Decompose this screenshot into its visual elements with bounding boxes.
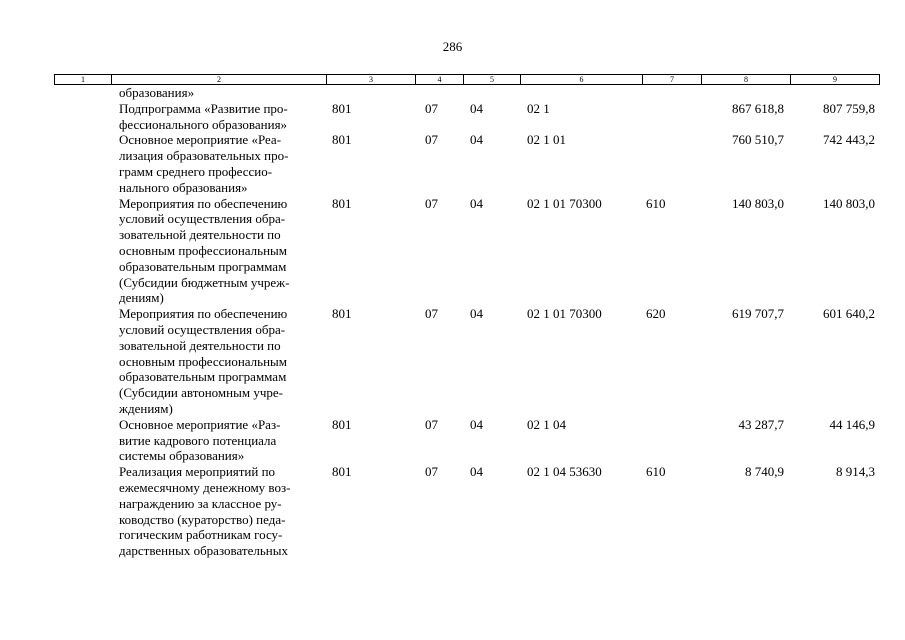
row-target: 02 1 xyxy=(527,100,550,116)
row-amount-1: 140 803,0 xyxy=(732,195,784,211)
column-header-4: 4 xyxy=(416,75,464,84)
row-type xyxy=(642,417,701,464)
column-header-8: 8 xyxy=(702,75,791,84)
row-section: 07 xyxy=(425,306,438,322)
row-target: 02 1 04 53630 xyxy=(527,464,602,480)
row-type: 620 xyxy=(646,306,666,322)
column-header-3: 3 xyxy=(327,75,416,84)
row-section: 07 xyxy=(425,195,438,211)
row-amount-2: 8 914,3 xyxy=(836,464,875,480)
row-amount-1: 619 707,7 xyxy=(732,306,784,322)
row-target xyxy=(520,85,642,101)
row-target: 02 1 01 xyxy=(527,132,566,148)
row-amount-2: 601 640,2 xyxy=(823,306,875,322)
row-subsection xyxy=(463,85,520,101)
table-row xyxy=(54,196,880,307)
table-row xyxy=(54,417,880,464)
row-name: Подпрограмма «Развитие про- фессионального образования» xyxy=(119,100,288,132)
row-target: 02 1 04 xyxy=(527,416,566,432)
row-subsection: 04 xyxy=(470,306,483,322)
table-row xyxy=(54,101,880,133)
row-subsection: 04 xyxy=(470,416,483,432)
row-amount-1 xyxy=(701,85,790,101)
column-header-1: 1 xyxy=(55,75,112,84)
row-code: 801 xyxy=(332,306,352,322)
row-code: 801 xyxy=(332,195,352,211)
row-amount-2: 140 803,0 xyxy=(823,195,875,211)
row-name: Основное мероприятие «Раз- витие кадрового потенциала системы образования» xyxy=(119,416,281,464)
row-type xyxy=(642,101,701,133)
row-type: 610 xyxy=(646,464,666,480)
row-section xyxy=(415,85,463,101)
column-header-2: 2 xyxy=(112,75,327,84)
row-code xyxy=(326,85,415,101)
row-subsection: 04 xyxy=(470,132,483,148)
row-target: 02 1 01 70300 xyxy=(527,306,602,322)
row-name: Реализация мероприятий по ежемесячному денежному воз- награждению за классное ру- ководство (кураторство) педа- гогическим работникам госу- дарственных образовательных xyxy=(119,464,291,559)
row-type xyxy=(642,85,701,101)
column-header-9: 9 xyxy=(833,75,837,84)
row-section: 07 xyxy=(425,132,438,148)
row-target: 02 1 01 70300 xyxy=(527,195,602,211)
row-subsection: 04 xyxy=(470,100,483,116)
row-section: 07 xyxy=(425,100,438,116)
table-header xyxy=(54,74,880,85)
row-subsection: 04 xyxy=(470,464,483,480)
row-type xyxy=(642,132,701,195)
table-row xyxy=(54,306,880,417)
row-name: Основное мероприятие «Реа- лизация образовательных про- грамм среднего профессио- нального образования» xyxy=(119,132,289,195)
column-header-6: 6 xyxy=(521,75,643,84)
row-section: 07 xyxy=(425,464,438,480)
table-row xyxy=(54,85,880,101)
row-amount-1: 867 618,8 xyxy=(732,100,784,116)
row-name: образования» xyxy=(119,85,195,100)
row-amount-2: 44 146,9 xyxy=(829,416,875,432)
row-amount-2: 807 759,8 xyxy=(823,100,875,116)
page-number: 286 xyxy=(442,39,463,54)
row-section: 07 xyxy=(425,416,438,432)
table-row xyxy=(54,132,880,195)
row-amount-2: 742 443,2 xyxy=(823,132,875,148)
row-amount-1: 43 287,7 xyxy=(738,416,784,432)
row-name: Мероприятия по обеспечению условий осуществления обра- зовательной деятельности по основным профессиональным образовательным программам (Субсидии автономным учре- ждениям) xyxy=(119,306,288,416)
column-header-5: 5 xyxy=(464,75,521,84)
table-row xyxy=(54,464,880,559)
row-amount-1: 8 740,9 xyxy=(745,464,784,480)
row-type: 610 xyxy=(646,195,666,211)
column-header-7: 7 xyxy=(643,75,702,84)
row-code: 801 xyxy=(332,132,352,148)
row-code: 801 xyxy=(332,416,352,432)
row-code: 801 xyxy=(332,464,352,480)
row-subsection: 04 xyxy=(470,195,483,211)
row-amount-2 xyxy=(790,85,880,101)
row-name: Мероприятия по обеспечению условий осуществления обра- зовательной деятельности по основным профессиональным образовательным программам (Субсидии бюджетным учреж- дениям) xyxy=(119,195,290,306)
row-code: 801 xyxy=(332,100,352,116)
table-body xyxy=(54,85,880,559)
row-amount-1: 760 510,7 xyxy=(732,132,784,148)
